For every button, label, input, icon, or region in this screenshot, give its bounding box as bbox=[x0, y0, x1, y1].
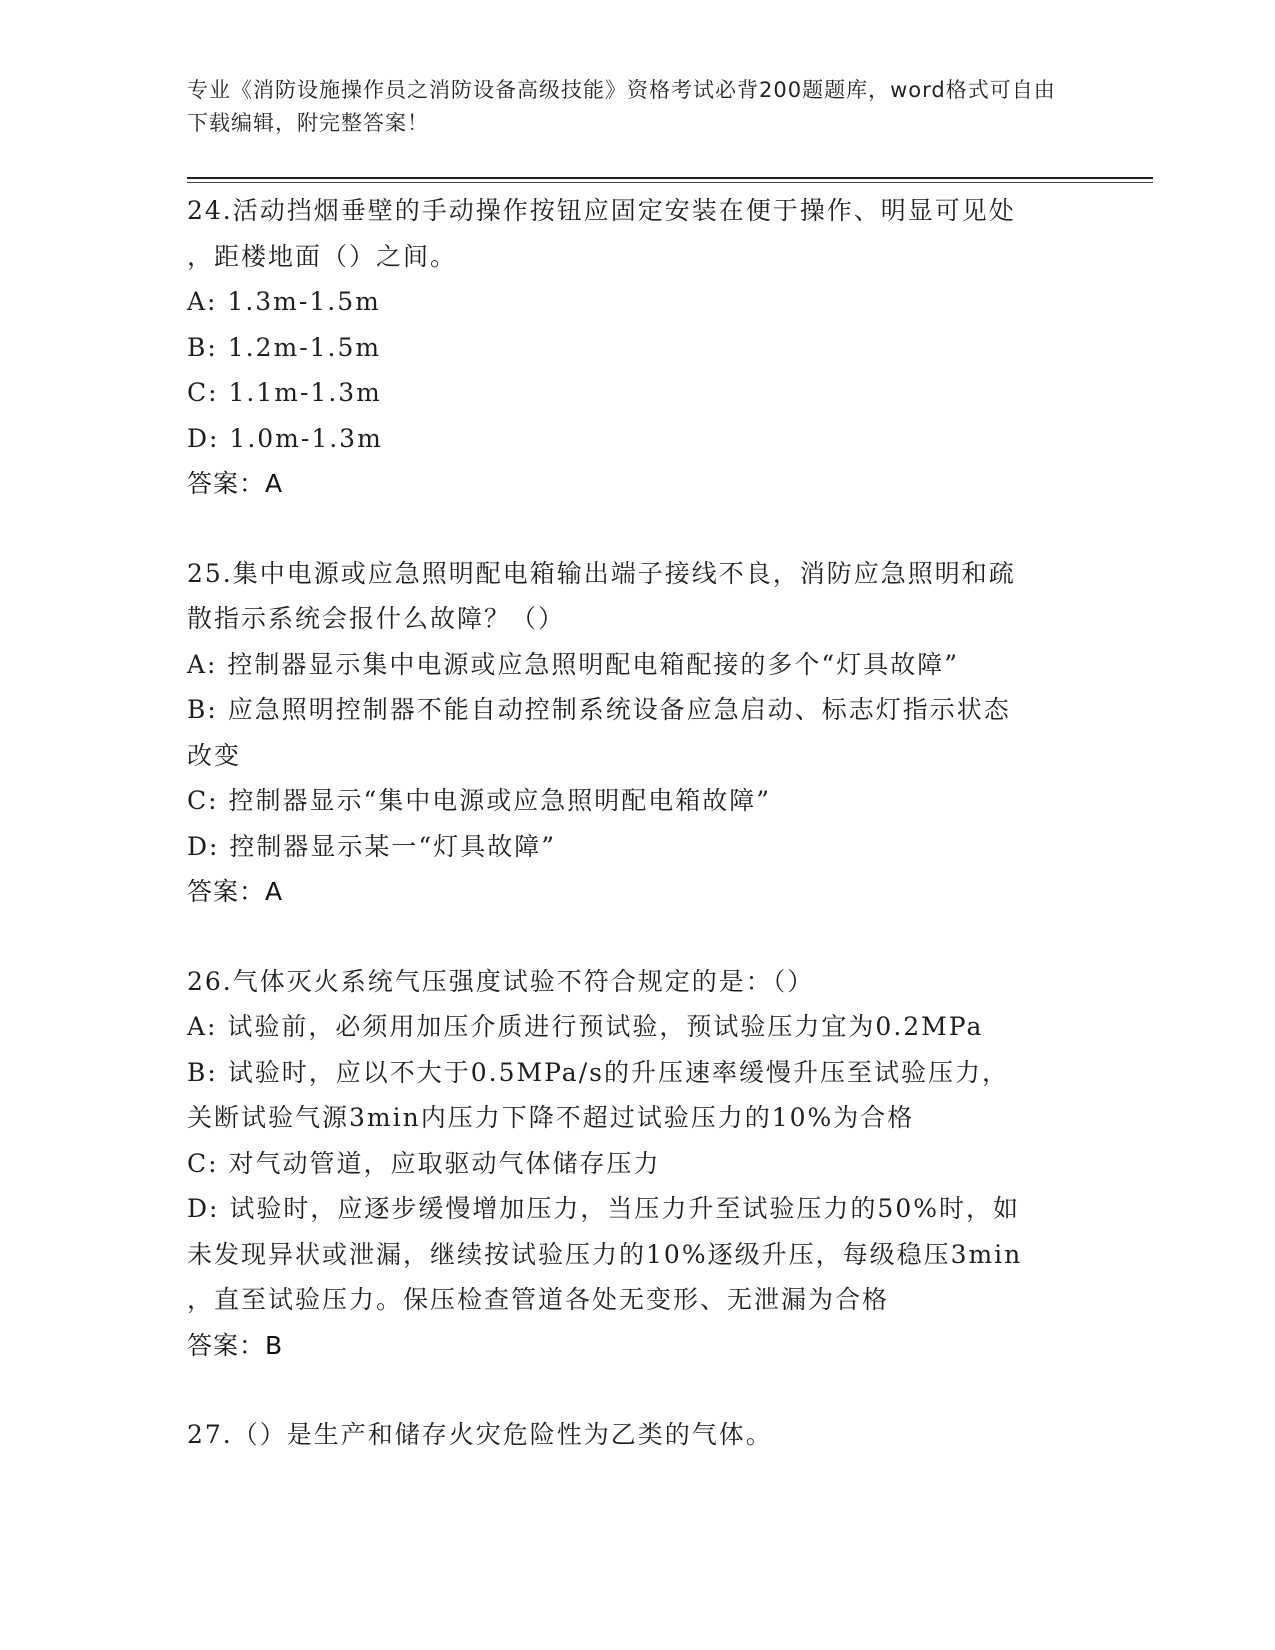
header-divider-thick bbox=[187, 177, 1153, 179]
question-stem-line: 27.（）是生产和储存火灾危险性为乙类的气体。 bbox=[187, 1420, 773, 1449]
question-stem-line: 25.集中电源或应急照明配电箱输出端子接线不良，消防应急照明和疏 bbox=[187, 558, 1016, 588]
option-a: A: 控制器显示集中电源或应急照明配电箱配接的多个“灯具故障” bbox=[187, 649, 959, 679]
question-25 bbox=[187, 551, 1077, 915]
question-27 bbox=[187, 1412, 1077, 1458]
question-stem-line: 散指示系统会报什么故障？（） bbox=[187, 604, 566, 633]
question-26 bbox=[187, 959, 1077, 1369]
option-b: B: 应急照明控制器不能自动控制系统设备应急启动、标志灯指示状态 改变 bbox=[187, 695, 1011, 770]
option-d: D: 1.0m-1.3m bbox=[187, 423, 383, 453]
option-d: D: 控制器显示某一“灯具故障” bbox=[187, 831, 556, 861]
option-d: D: 试验时，应逐步缓慢增加压力，当压力升至试验压力的50%时，如 未发现异状或泄漏，继续按试验压力的10%逐级升压，每级稳压3min ，直至试验压力。保压检查管道各处无变形、无泄漏为合格 bbox=[187, 1194, 1023, 1314]
option-b: B: 试验时，应以不大于0.5MPa/s的升压速率缓慢升压至试验压力， 关断试验气源3min内压力下降不超过试验压力的10%为合格 bbox=[187, 1057, 1009, 1132]
answer: 答案：B bbox=[187, 1330, 284, 1360]
question-24 bbox=[187, 188, 1077, 507]
document-header: 专业《消防设施操作员之消防设备高级技能》资格考试必背200题题库，word格式可自由下载编辑，附完整答案！ bbox=[187, 78, 1056, 135]
header-divider-thin bbox=[187, 182, 1153, 183]
option-c: C: 控制器显示“集中电源或应急照明配电箱故障” bbox=[187, 786, 772, 815]
question-stem-line: 24.活动挡烟垂壁的手动操作按钮应固定安装在便于操作、明显可见处 bbox=[187, 196, 1016, 225]
answer: 答案：A bbox=[187, 877, 284, 906]
option-a: A: 1.3m-1.5m bbox=[187, 287, 381, 316]
option-c: C: 1.1m-1.3m bbox=[187, 378, 382, 407]
question-list bbox=[187, 188, 1077, 1502]
option-b: B: 1.2m-1.5m bbox=[187, 332, 382, 362]
question-stem-line: 26.气体灭火系统气压强度试验不符合规定的是：（） bbox=[187, 966, 815, 996]
question-stem-line: ，距楼地面（）之间。 bbox=[187, 241, 458, 271]
option-c: C: 对气动管道，应取驱动气体储存压力 bbox=[187, 1148, 661, 1178]
answer: 答案：A bbox=[187, 469, 284, 498]
option-a: A: 试验前，必须用加压介质进行预试验，预试验压力宜为0.2MPa bbox=[187, 1012, 984, 1041]
